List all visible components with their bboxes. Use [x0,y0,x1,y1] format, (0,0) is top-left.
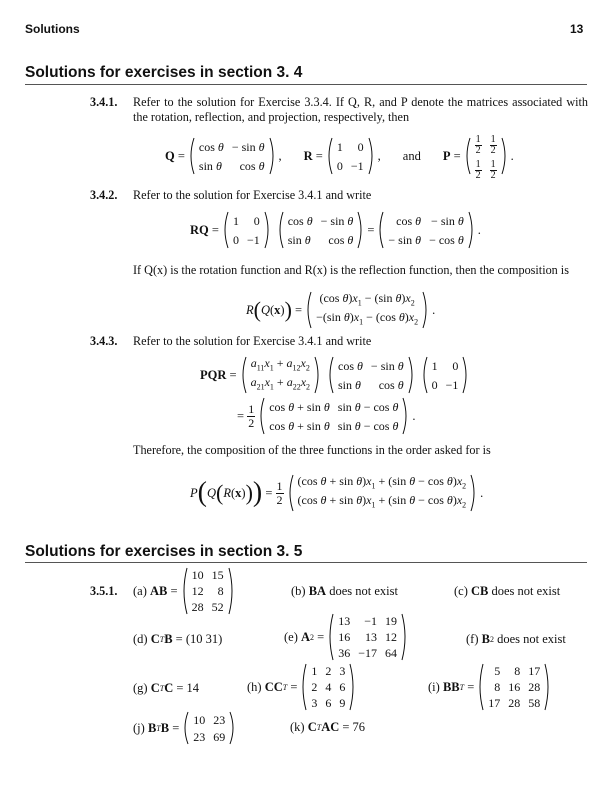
matrix-row [307,663,349,679]
exercise-3-4-3-text: Refer to the solution for Exercise 3.4.1 and write [133,334,372,348]
matrix-ctb: (10 31) [185,632,223,646]
section-rule [25,84,587,85]
label-a: (a) [133,583,147,598]
matrix-row [484,663,544,679]
matrix-row [188,583,228,599]
matrix-a2 [334,613,401,661]
equation-pqr-result: = $\frac{1}{2}$ cos θ + sin θ sin θ − cos θ cos θ + sin θ sin θ − cos θ . [237,399,416,433]
answer-c-text: does not exist [491,584,561,598]
matrix-row [307,695,349,711]
answer-d: (d) C T B = (10 31) [133,632,223,646]
answer-k-text: = 76 [342,720,366,734]
label-c: (c) [454,584,468,598]
matrix-entry: 6 [339,680,346,694]
exercise-3-4-3-number: 3.4.3. [90,334,118,348]
matrix-entry: 17 [528,664,541,678]
matrix-entry: 12 [385,630,397,644]
matrix-entry: 9 [339,696,346,710]
matrix-entry: 28 [528,680,541,694]
matrix-entry: 8 [514,664,521,678]
matrix-row [334,645,401,661]
answer-b-text: does not exist [329,584,398,598]
label-k: (k) [290,720,305,734]
and-word: and [402,148,421,163]
matrix-row [189,711,229,728]
answer-e: (e) A 2 = 13 −1 19 16 13 12 36 −17 64 [284,612,411,662]
exercise-3-4-1-text: Refer to the solution for Exercise 3.3.4. If Q, R, and P denote the matrices associated with the rotation, reflection, and projection, respectively, then [133,95,588,124]
matrix-entry: 28 [191,600,204,614]
matrix-row [484,695,544,711]
answer-j: (j) B T B = 10 23 23 69 [133,710,239,746]
matrix-entry: 23 [193,729,206,744]
matrix-row [334,629,401,645]
matrix-entry: 13 [365,630,377,644]
exercise-3-5-1-number: 3.5.1. [90,584,118,598]
equation-pqr: PQR = $a_{11}x_1 + a_{12}x_2$ $a_{21}x_1 + a_{22}x_2$ cos θ − sin θ sin θ cos θ 1 0 0 −1 [200,355,472,395]
answer-g-text: = 14 [176,681,200,695]
exercise-3-4-2-text: Refer to the solution for Exercise 3.4.1 and write [133,188,372,202]
label-i: (i) [428,679,440,694]
label-d: (d) [133,632,148,646]
matrix-entry: 5 [494,664,501,678]
answer-c: (c) CB does not exist [454,584,561,598]
matrix-bbt [484,663,544,711]
matrix-entry: 4 [325,680,332,694]
matrix-entry: 36 [338,646,351,660]
section-rule [25,562,587,563]
label-f: (f) [466,632,479,646]
label-b: (b) [291,584,306,598]
section-3-5-title: Solutions for exercises in section 3. 5 [25,543,303,560]
matrix-entry: 3 [339,664,346,678]
matrix-entry: 28 [508,696,521,710]
matrix-row [484,679,544,695]
matrix-row [334,613,401,629]
exercise-3-4-3-text2: Therefore, the composition of the three functions in the order asked for is [133,443,491,457]
answer-f: (f) B 2 does not exist [466,632,566,646]
answer-b: (b) BA does not exist [291,584,398,598]
matrix-btb [189,711,229,745]
answer-a: (a) AB = 10 15 12 8 28 52 [133,566,238,616]
matrix-row [307,679,349,695]
matrix-row [189,728,229,745]
answer-g: (g) C T C = 14 [133,681,200,695]
matrix-entry: 69 [213,729,226,744]
matrix-row [188,567,228,583]
matrix-cct [307,663,349,711]
matrix-entry: 64 [385,646,397,660]
matrix-entry: 16 [508,680,521,694]
answer-k: (k) C T AC = 76 [290,720,366,734]
exercise-3-4-2-text2: If Q(x) is the rotation function and R(x) is the reflection function, then the composition is [133,263,569,277]
running-header-left: Solutions [25,22,80,36]
matrix-entry: 23 [213,712,226,727]
equation-rq: RQ = 1 0 0 −1 cos θ − sin θ sin θ cos θ = cos θ − sin θ − sin θ − cos θ . [190,213,481,247]
matrix-entry: 2 [325,664,332,678]
matrix-entry: 8 [494,680,501,694]
page-number: 13 [570,22,584,36]
matrix-entry: 52 [211,600,224,614]
equation-composition-pqr: P ( Q ( R ( x ) ) ) = $\frac{1}{2}$ (cos $\theta + \sin \theta)x_1 + (\sin$ $\theta - \cos \theta)x_2$ (cos $\theta + \sin \theta)x_1 + (\sin$ $\theta - \cos \theta)x_2$ . [190,473,484,510]
equation-composition-rq: R ( Q ( x ) ) = (cos $\theta)x_1 - (\sin$ $\theta)x_2$ −(sin $\theta)x_1 - (\cos$ $\theta)x_2$ . [246,290,436,327]
label-h: (h) [247,679,262,694]
label-j: (j) [133,720,145,735]
matrix-entry: 15 [211,568,224,582]
matrix-entry: 10 [193,712,206,727]
matrix-entry: 17 [488,696,501,710]
exercise-3-4-2-number: 3.4.2. [90,188,118,202]
matrix-entry: 10 [191,568,204,582]
equation-qrp: Q = cos θ − sin θ sin θ cos θ , R = 1 0 0 −1 , and P = $\frac{1}{2}$ $\frac{1}{2}$ $\frac{1}{2}$ $\frac{1}{2}$ . [165,134,514,181]
matrix-entry: 8 [217,584,224,598]
matrix-entry: 12 [191,584,204,598]
answer-h: (h) CC T = 1 2 3 2 4 6 3 6 9 [247,662,359,712]
exercise-3-4-1-number: 3.4.1. [90,95,118,109]
matrix-row [188,599,228,615]
answer-f-text: does not exist [497,632,566,646]
matrix-ab [188,567,228,615]
matrix-entry: 16 [338,630,351,644]
matrix-entry: 2 [311,680,318,694]
label-g: (g) [133,681,148,695]
matrix-entry: 3 [311,696,318,710]
answer-i: (i) BB T = 5 8 17 8 16 28 17 28 58 [428,662,554,712]
section-3-4-title: Solutions for exercises in section 3. 4 [25,64,303,81]
matrix-entry: 58 [528,696,541,710]
matrix-entry: 13 [338,614,351,628]
matrix-entry: 1 [311,664,318,678]
matrix-entry: 6 [325,696,332,710]
matrix-entry: −1 [364,614,377,628]
matrix-entry: 19 [385,614,397,628]
label-e: (e) [284,629,298,644]
matrix-entry: −17 [358,646,377,660]
